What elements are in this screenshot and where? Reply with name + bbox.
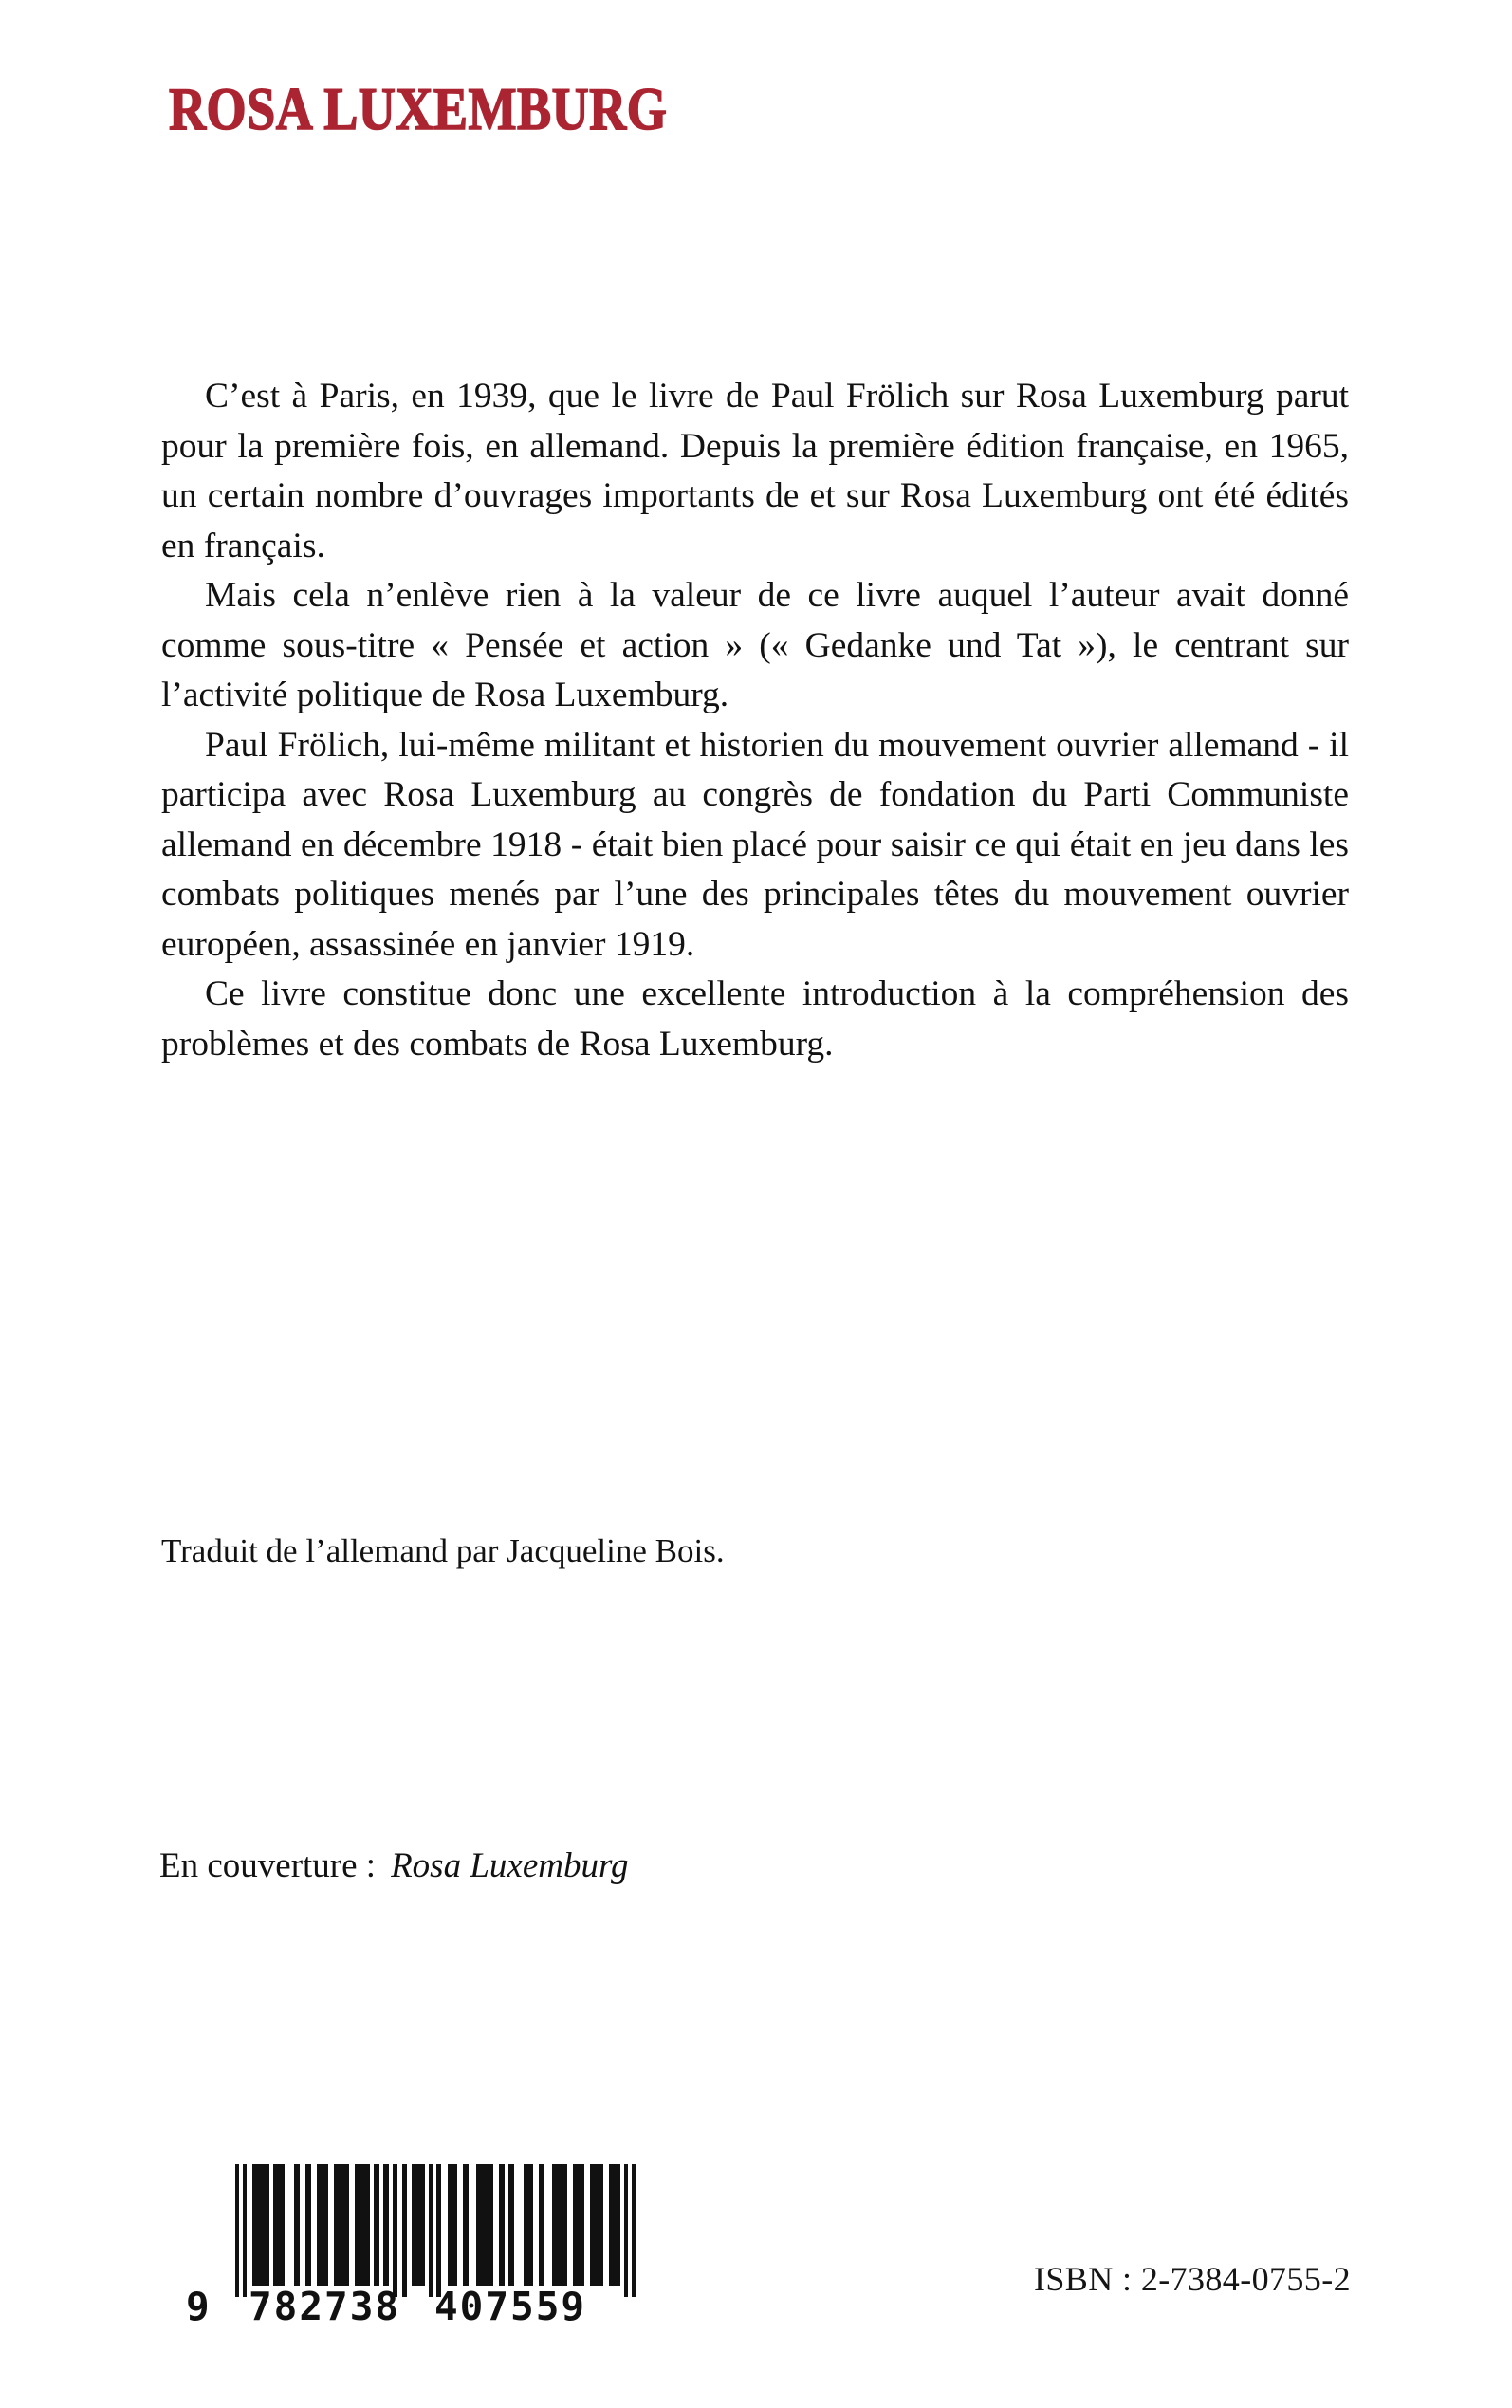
isbn-text: ISBN : 2-7384-0755-2 bbox=[1034, 2260, 1351, 2298]
blurb-paragraph-1: C’est à Paris, en 1939, que le livre de Paul Frölich sur Rosa Luxemburg parut pour la première fois, en allemand. Depuis la première édition française, en 1965, un certain nombre d’ouvrages importants de et sur Rosa Luxemburg ont été édités en français. bbox=[161, 377, 1349, 565]
barcode-human-readable bbox=[186, 2284, 641, 2329]
blurb-paragraph-3: Paul Frölich, lui-même militant et historien du mouvement ouvrier allemand - il participa avec Rosa Luxemburg au congrès de fondation du Parti Communiste allemand en décembre 1918 - était bien placé pour saisir ce qui était en jeu dans les combats politiques menés par l’une des principales têtes du mouvement ouvrier européen, assassinée en janvier 1919. bbox=[161, 725, 1349, 964]
blurb-text-block bbox=[161, 372, 1349, 1069]
barcode-left-group: 782738 bbox=[249, 2284, 401, 2329]
page-title: ROSA LUXEMBURG bbox=[169, 76, 668, 142]
barcode-lead-digit: 9 bbox=[186, 2284, 212, 2329]
ean13-barcode bbox=[186, 2164, 641, 2330]
cover-credit bbox=[159, 1843, 629, 1889]
barcode-right-group: 407559 bbox=[434, 2284, 587, 2329]
cover-credit-work-title: Rosa Luxemburg bbox=[391, 1846, 629, 1885]
barcode-bars bbox=[186, 2164, 641, 2297]
blurb-paragraph-2: Mais cela n’enlève rien à la valeur de ce livre auquel l’auteur avait donné comme sous-titre « Pensée et action » (« Gedanke und Tat »), le centrant sur l’activité politique de Rosa Luxemburg. bbox=[161, 576, 1349, 714]
blurb-paragraph-4: Ce livre constitue donc une excellente introduction à la compréhension des problèmes et des combats de Rosa Luxemburg. bbox=[161, 974, 1349, 1064]
translator-credit: Traduit de l’allemand par Jacqueline Bois. bbox=[161, 1532, 725, 1569]
cover-credit-label: En couverture : bbox=[159, 1846, 377, 1885]
